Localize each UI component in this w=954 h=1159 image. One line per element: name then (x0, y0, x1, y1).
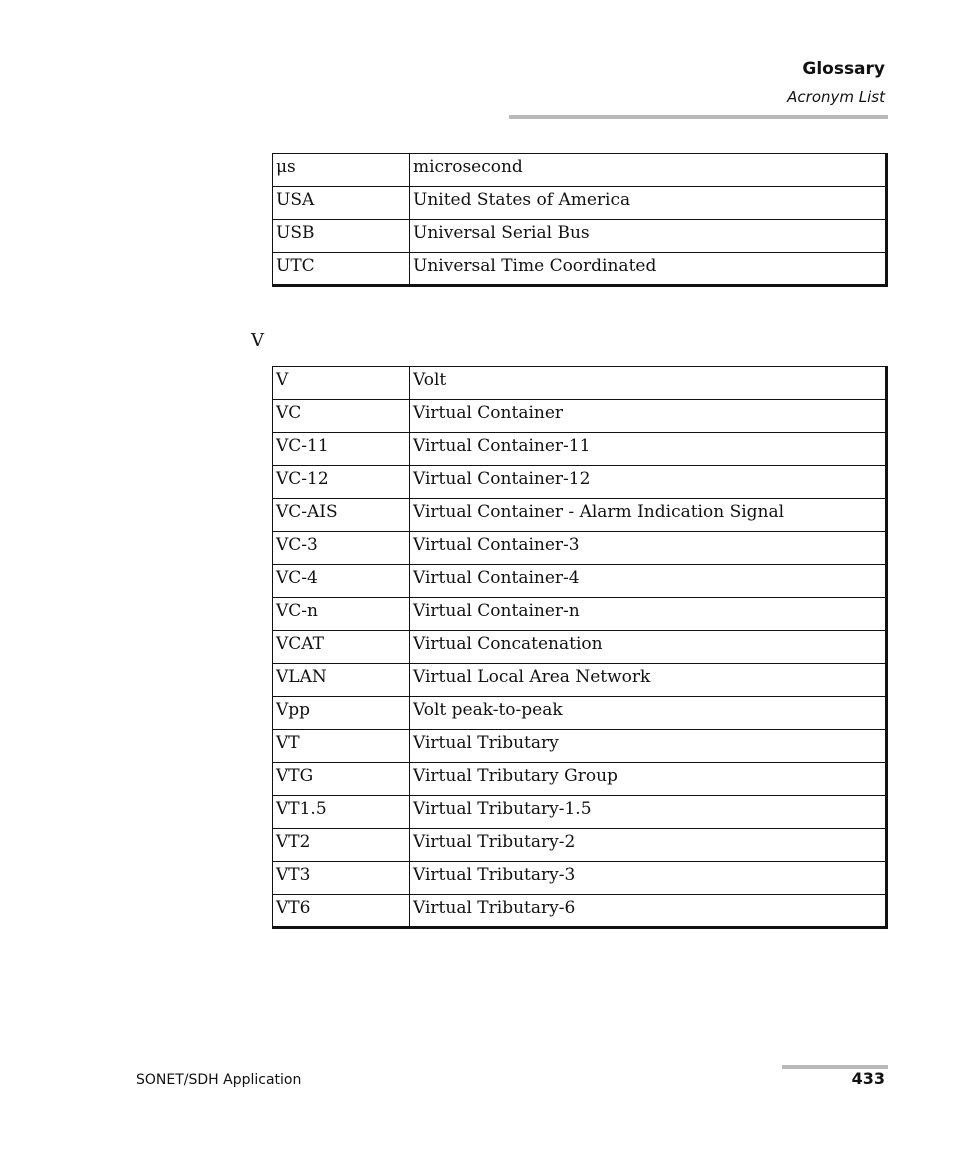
definition-cell: Universal Serial Bus (410, 220, 887, 253)
definition-cell: Volt (410, 367, 887, 400)
table-row (273, 187, 887, 220)
definition-cell: Virtual Container-11 (410, 433, 887, 466)
acronym-cell: USA (273, 187, 410, 220)
table-row (273, 400, 887, 433)
acronym-cell: VC-AIS (273, 499, 410, 532)
definition-cell: Virtual Tributary (410, 730, 887, 763)
table-row (273, 433, 887, 466)
section-letter-v: V (251, 330, 264, 351)
table-row (273, 796, 887, 829)
acronym-cell: VT (273, 730, 410, 763)
table-row (273, 730, 887, 763)
acronym-cell: VC-11 (273, 433, 410, 466)
table-row (273, 598, 887, 631)
acronym-table-v (272, 366, 888, 929)
acronym-cell: VT1.5 (273, 796, 410, 829)
acronym-cell: μs (273, 154, 410, 187)
table-row (273, 532, 887, 565)
table-row (273, 631, 887, 664)
table-row (273, 367, 887, 400)
table-row (273, 763, 887, 796)
table-row (273, 253, 887, 286)
page-number: 433 (851, 1069, 885, 1088)
definition-cell: Virtual Tributary-2 (410, 829, 887, 862)
table-row (273, 895, 887, 928)
definition-cell: Virtual Container-3 (410, 532, 887, 565)
definition-cell: Virtual Local Area Network (410, 664, 887, 697)
definition-cell: Volt peak-to-peak (410, 697, 887, 730)
acronym-cell: V (273, 367, 410, 400)
acronym-cell: VCAT (273, 631, 410, 664)
definition-cell: United States of America (410, 187, 887, 220)
acronym-cell: UTC (273, 253, 410, 286)
table-row (273, 697, 887, 730)
definition-cell: Virtual Container (410, 400, 887, 433)
definition-cell: Virtual Container-4 (410, 565, 887, 598)
acronym-cell: VLAN (273, 664, 410, 697)
acronym-cell: VT2 (273, 829, 410, 862)
table-row (273, 565, 887, 598)
definition-cell: Virtual Tributary-3 (410, 862, 887, 895)
table-row (273, 499, 887, 532)
definition-cell: microsecond (410, 154, 887, 187)
table-row (273, 664, 887, 697)
acronym-cell: VT6 (273, 895, 410, 928)
acronym-cell: VC-3 (273, 532, 410, 565)
definition-cell: Universal Time Coordinated (410, 253, 887, 286)
document-name: SONET/SDH Application (136, 1072, 302, 1088)
acronym-table-v-body (273, 367, 887, 928)
page-subtitle: Acronym List (787, 88, 885, 106)
definition-cell: Virtual Tributary-6 (410, 895, 887, 928)
table-row (273, 862, 887, 895)
table-row (273, 829, 887, 862)
acronym-cell: USB (273, 220, 410, 253)
acronym-cell: VC-n (273, 598, 410, 631)
acronym-table-u (272, 153, 888, 287)
acronym-cell: VC (273, 400, 410, 433)
definition-cell: Virtual Container-12 (410, 466, 887, 499)
header-divider (509, 115, 888, 119)
definition-cell: Virtual Tributary-1.5 (410, 796, 887, 829)
acronym-cell: VTG (273, 763, 410, 796)
table-row (273, 154, 887, 187)
table-row (273, 220, 887, 253)
acronym-cell: Vpp (273, 697, 410, 730)
acronym-cell: VC-12 (273, 466, 410, 499)
acronym-table-u-body (273, 154, 887, 286)
definition-cell: Virtual Tributary Group (410, 763, 887, 796)
acronym-cell: VT3 (273, 862, 410, 895)
definition-cell: Virtual Container-n (410, 598, 887, 631)
table-row (273, 466, 887, 499)
page-title: Glossary (802, 59, 885, 79)
definition-cell: Virtual Container - Alarm Indication Signal (410, 499, 887, 532)
definition-cell: Virtual Concatenation (410, 631, 887, 664)
acronym-cell: VC-4 (273, 565, 410, 598)
